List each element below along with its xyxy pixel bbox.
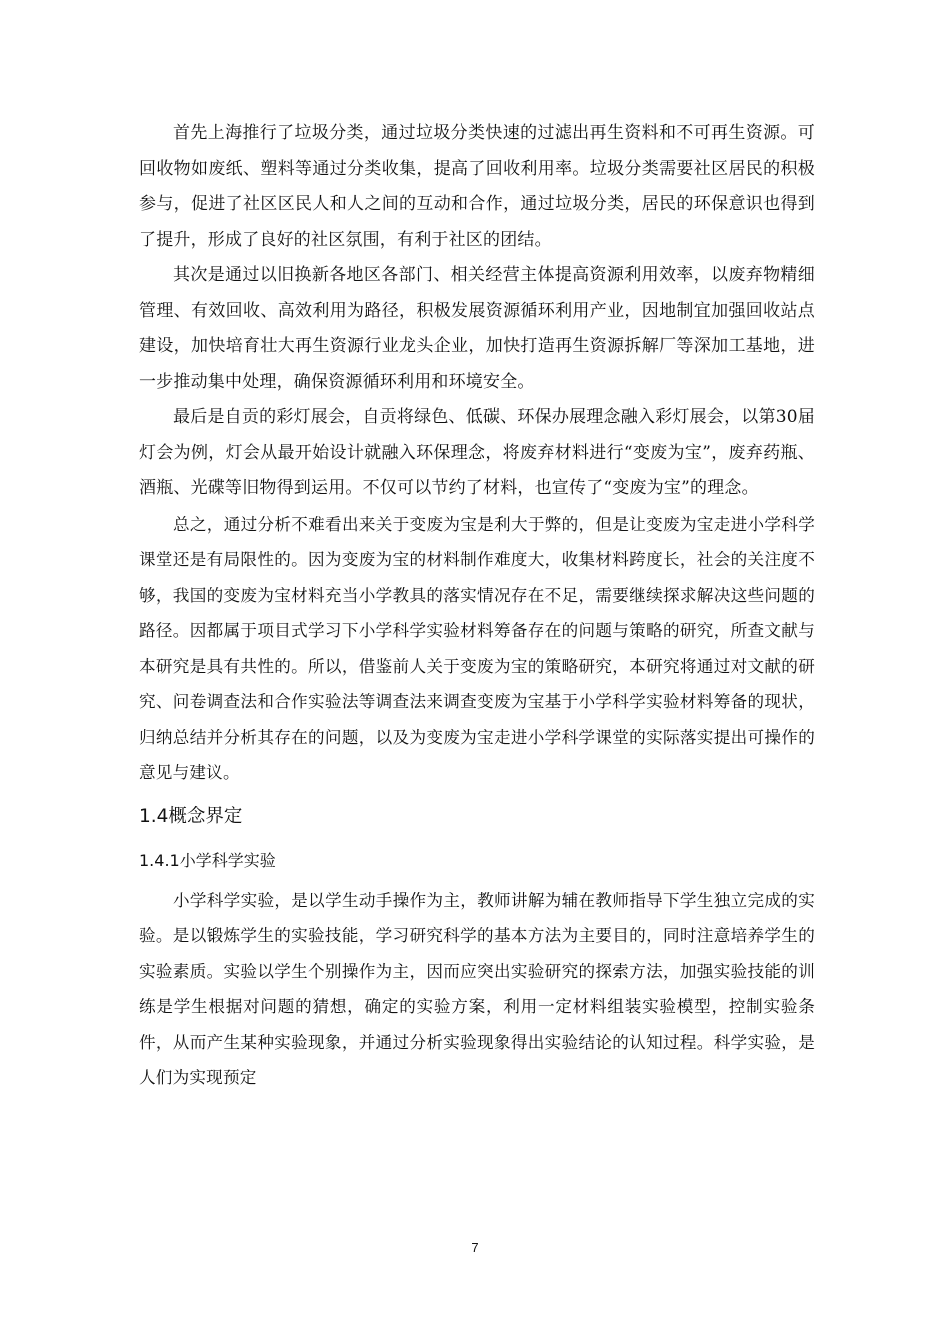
section-heading: 1.4概念界定 <box>139 805 243 827</box>
paragraph-science-experiment: 小学科学实验，是以学生动手操作为主，教师讲解为辅在教师指导下学生独立完成的实验。是以锻炼学生的实验技能，学习研究科学的基本方法为主要目的，同时注意培养学生的实验素质。实验以学生个别操作为主，因而应突出实验研究的探索方法，加强实验技能的训练是学生根据对问题的猜想，确定的实验方案，利用一定材料组装实验模型，控制实验条件，从而产生某种实验现象，并通过分析实验现象得出实验结论的认知过程。科学实验，是人们为实现预定 <box>139 890 815 1087</box>
paragraph-garbage-sorting: 首先上海推行了垃圾分类，通过垃圾分类快速的过滤出再生资料和不可再生资源。可回收物如废纸、塑料等通过分类收集，提高了回收利用率。垃圾分类需要社区居民的积极参与，促进了社区区民人和人之间的互动和合作，通过垃圾分类，居民的环保意识也得到了提升，形成了良好的社区氛围，有利于社区的团结。 <box>139 123 815 250</box>
page-number: 7 <box>471 1240 479 1255</box>
paragraph-summary: 总之，通过分析不难看出来关于变废为宝是利大于弊的，但是让变废为宝走进小学科学课堂还是有局限性的。因为变废为宝的材料制作难度大，收集材料跨度长，社会的关注度不够，我国的变废为宝材料充当小学教具的落实情况存在不足，需要继续探求解决这些问题的路径。因都属于项目式学习下小学科学实验材料筹备存在的问题与策略的研究，所查文献与本研究是具有共性的。所以，借鉴前人关于变废为宝的策略研究，本研究将通过对文献的研究、问卷调查法和合作实验法等调查法来调查变废为宝基于小学科学实验材料筹备的现状，归纳总结并分析其存在的问题，以及为变废为宝走进小学科学课堂的实际落实提出可操作的意见与建议。 <box>139 514 815 782</box>
document-page <box>139 116 815 1096</box>
subsection-heading: 1.4.1小学科学实验 <box>139 850 276 870</box>
paragraph-trade-in: 其次是通过以旧换新各地区各部门、相关经营主体提高资源利用效率，以废弃物精细管理、有效回收、高效利用为路径，积极发展资源循环利用产业，因地制宜加强回收站点建设，加快培育壮大再生资源行业龙头企业，加快打造再生资源拆解厂等深加工基地，进一步推动集中处理，确保资源循环利用和环境安全。 <box>139 265 815 392</box>
paragraph-lantern-festival: 最后是自贡的彩灯展会，自贡将绿色、低碳、环保办展理念融入彩灯展会，以第30届灯会为例，灯会从最开始设计就融入环保理念，将废弃材料进行“变废为宝”，废弃药瓶、酒瓶、光碟等旧物得到运用。不仅可以节约了材料，也宣传了“变废为宝”的理念。 <box>139 407 815 498</box>
